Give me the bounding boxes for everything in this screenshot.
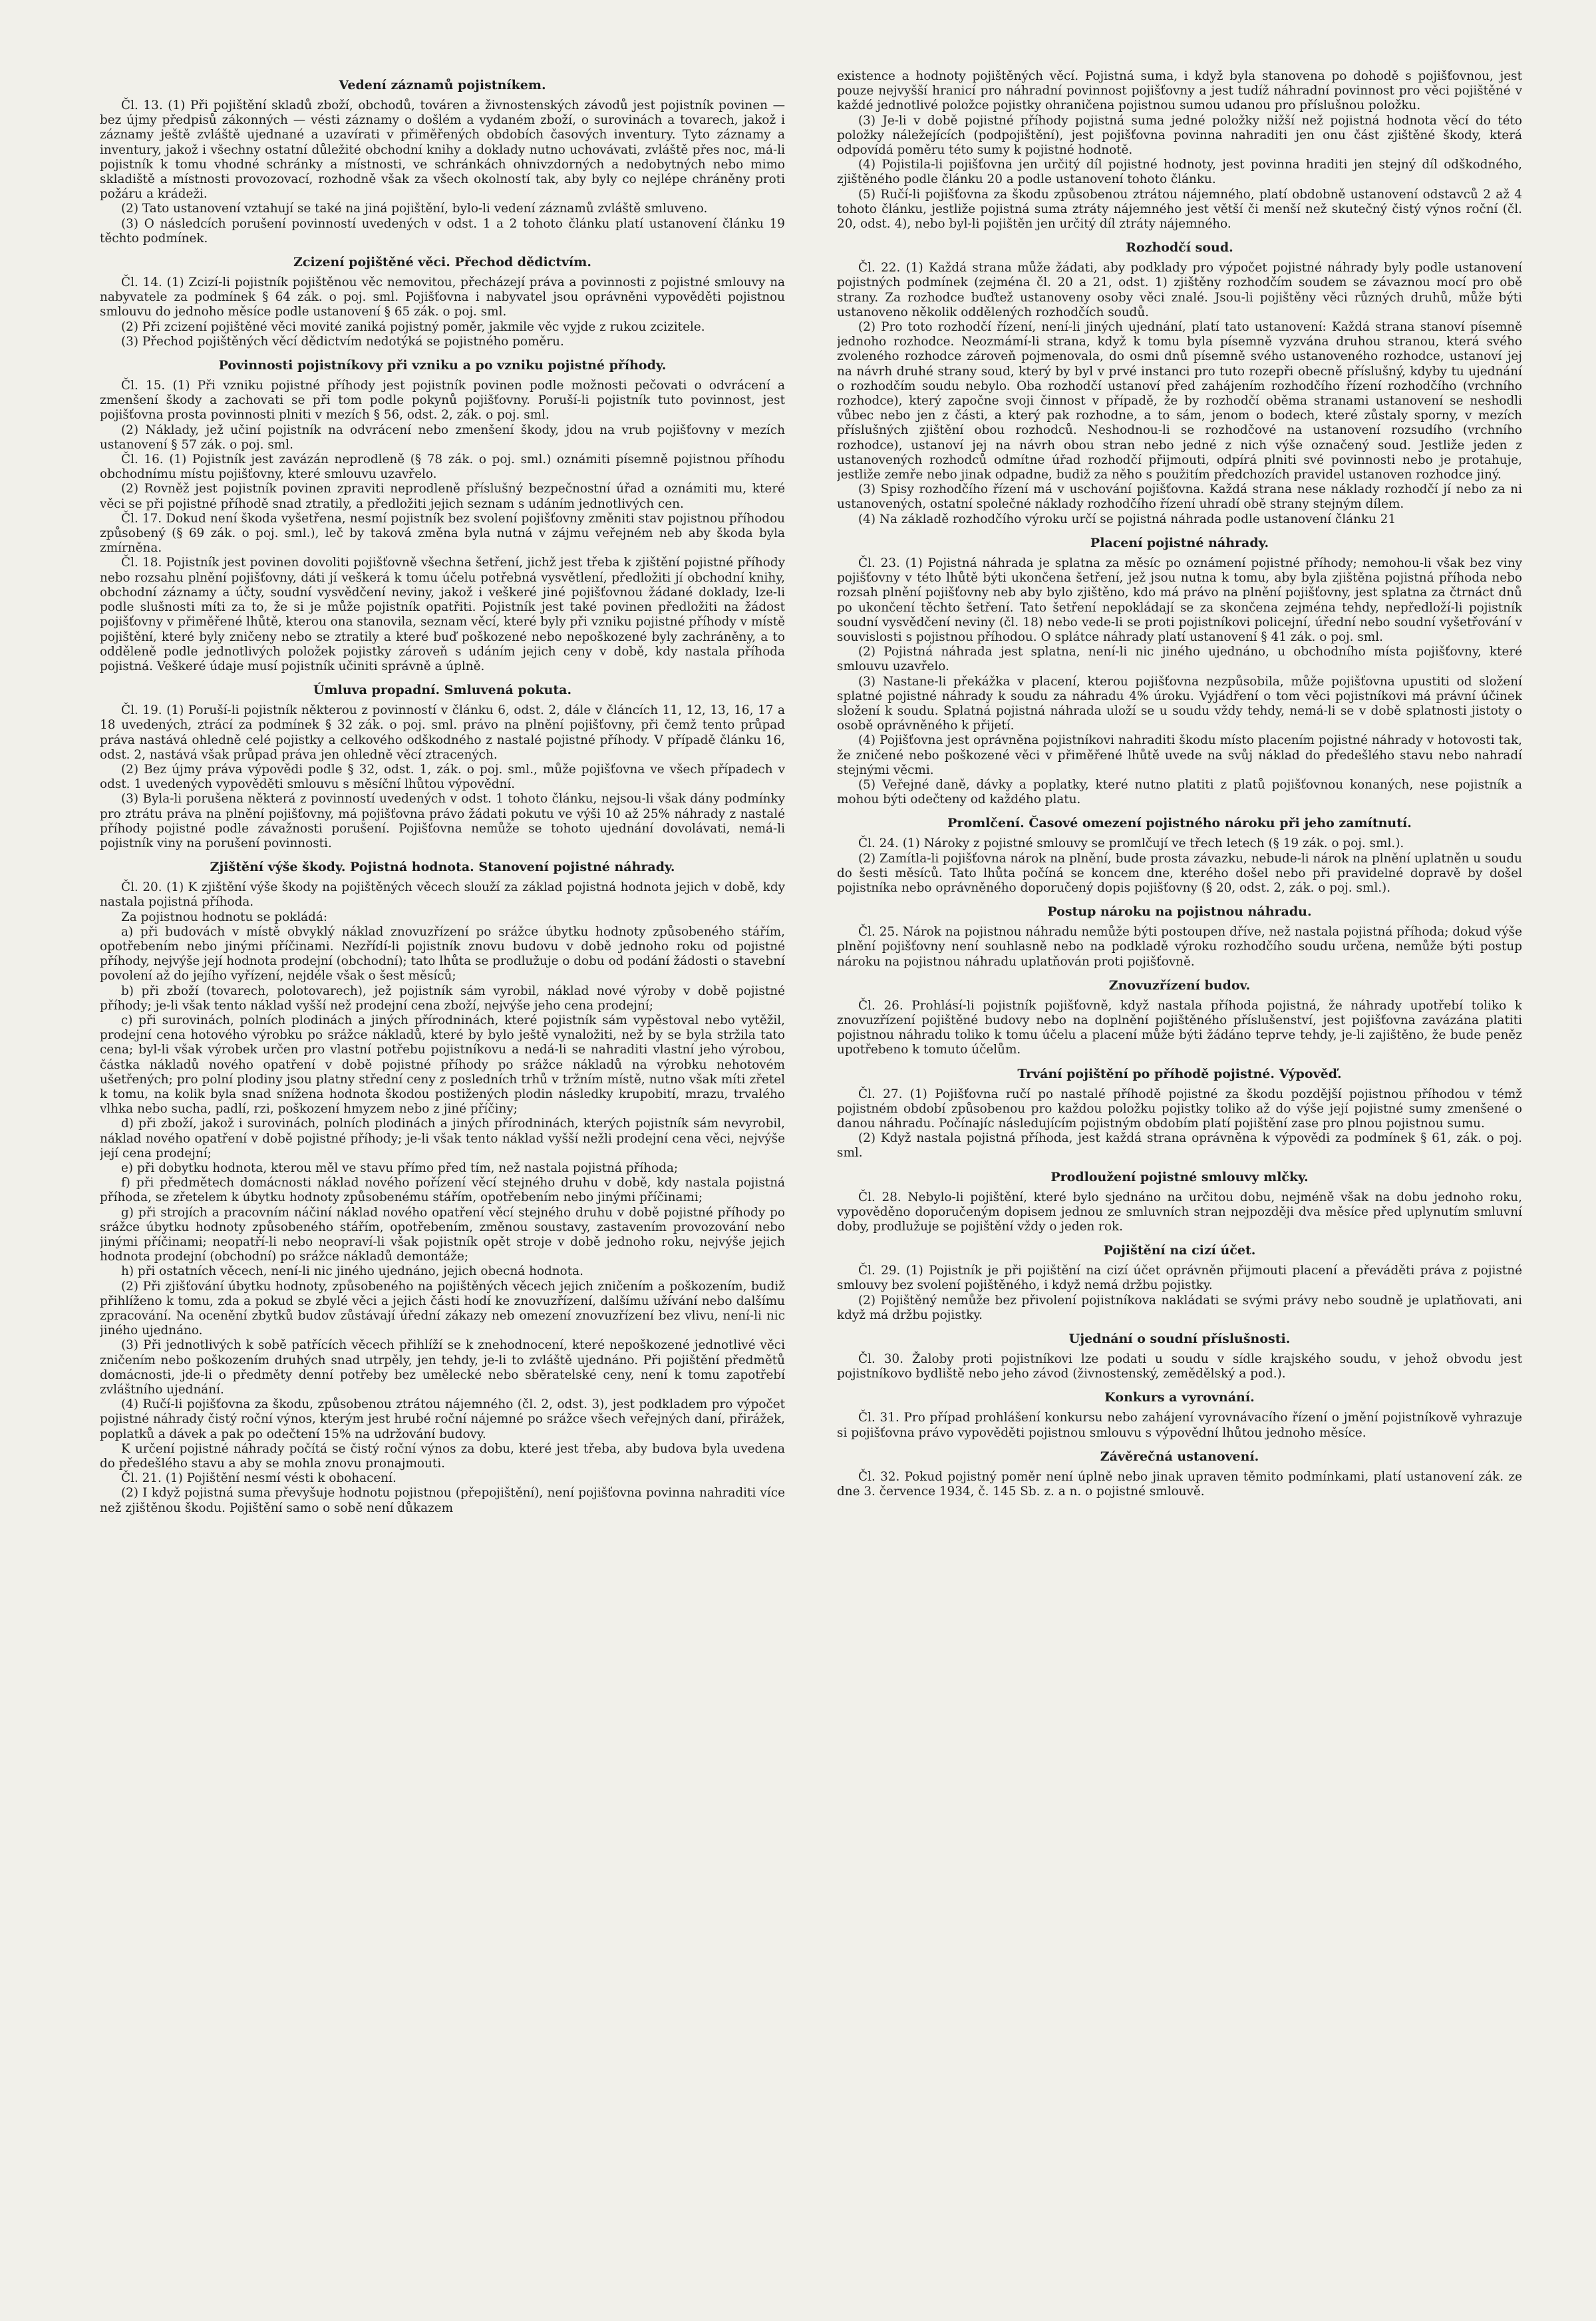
- paragraph: (2) Rovněž jest pojistník povinen zpraviti neprodleně příslušný bezpečnostní úřad a oznámiti mu, které věci se při pojistné příhodě snad ztratily, a předložiti jejich seznam s udáním jednotlivých cen.: [100, 482, 785, 511]
- paragraph: (3) Byla-li porušena některá z povinností uvedených v odst. 1 tohoto článku, nejsou-li však dány podmínky pro ztrátu práva na plnění pojišťovny, má pojišťovna právo žádati pokutu ve výši 10 až 25% náhrady z nastalé příhody pojistné podle závažnosti porušení. Pojišťovna nemůže se tohoto ujednání dovolávati, nemá-li pojistník viny na porušení povinnosti.: [100, 792, 785, 850]
- section-heading: Zcizení pojištěné věci. Přechod dědictvím.: [293, 255, 591, 270]
- paragraph: Čl. 26. Prohlásí-li pojistník pojišťovně, když nastala příhoda pojistná, že náhrady upotřebí toliko k znovuzřízení pojištěné budovy nebo na doplnění pojištěného příslušenství, jest pojišťovna zavázána platiti pojistnou náhradu toliko k tomu účelu a placení může býti žádáno teprve tehdy, je-li zajištěno, že bude peněz upotřebeno k tomuto účelům.: [837, 998, 1522, 1057]
- paragraph: existence a hodnoty pojištěných věcí. Pojistná suma, i když byla stanovena po dohodě s pojišťovnou, jest pouze nejvyšší hranicí pro náhradní povinnost pojišťovny a jest tudíž náhradní povinnost pro věci pojištěné v každé jednotlivé položce pojistky ohraničena pojistnou sumou udanou pro příslušnou položku.: [837, 69, 1522, 113]
- paragraph: (5) Veřejné daně, dávky a poplatky, které nutno platiti z platů pojišťovnou konaných, nese pojistník a mohou býti odečteny od každého platu.: [837, 777, 1522, 807]
- paragraph: (3) Nastane-li překážka v placení, kterou pojišťovna nezpůsobila, může pojišťovna upustiti od složení splatné pojistné náhrady k soudu za náhradu 4% úroku. Vyjádření o tom věci pojistníkovi má právní účinek složení k soudu. Splatná pojistná náhrada uloží se u soudu vždy tehdy, nemá-li se v době splatnosti jistoty o osobě oprávněného k přijetí.: [837, 674, 1522, 733]
- paragraph: Čl. 21. (1) Pojištění nesmí vésti k obohacení.: [121, 1471, 397, 1486]
- paragraph: (3) Přechod pojištěných věcí dědictvím nedotýká se pojistného poměru.: [121, 334, 564, 349]
- paragraph: Čl. 13. (1) Při pojištění skladů zboží, obchodů, továren a živnostenských závodů jest pojistník povinen — bez újmy předpisů zákonných — vésti záznamy o došlém a vydaném zboží, o surovinách a tovarech, jakož i záznamy ještě zvláště ujednané a uzavírati v přiměřených obdobích časových inventury. Tyto záznamy a inventury, jakož i všechny ostatní důležité obchodní knihy a doklady nutno uchovávati, zvláště přes noc, má-li pojistník k tomu vhodné schránky a místnosti, ve schránkách ohnivzdorných a nedobytných nebo mimo skladiště a místnosti provozovací, rozhodně však za všech okolností tak, aby byly co nejlépe chráněny proti požáru a krádeži.: [100, 98, 785, 202]
- left-column: [100, 69, 785, 2281]
- section-heading: Úmluva propadní. Smluvená pokuta.: [313, 683, 572, 698]
- section-heading: Prodloužení pojistné smlouvy mlčky.: [1050, 1169, 1309, 1184]
- paragraph: e) při dobytku hodnota, kterou měl ve stavu přímo před tím, než nastala pojistná příhoda;: [121, 1161, 679, 1175]
- section-heading: Závěrečná ustanovení.: [1100, 1449, 1259, 1464]
- paragraph: (4) Ručí-li pojišťovna za škodu, způsobenou ztrátou nájemného (čl. 2, odst. 3), jest podkladem pro výpočet pojistné náhrady čistý roční výnos, kterým jest hrubé roční nájemné po srážce všech veřejných daní, přirážek, poplatků a dávek a pak po odečtení 15% na udržování budovy.: [100, 1397, 785, 1441]
- paragraph: Čl. 16. (1) Pojistník jest zavázán neprodleně (§ 78 zák. o poj. sml.) oznámiti písemně pojistnou příhodu obchodnímu místu pojišťovny, které smlouvu uzavřelo.: [100, 452, 785, 482]
- section-heading: Promlčení. Časové omezení pojistného nároku při jeho zamítnutí.: [947, 816, 1412, 831]
- paragraph: Čl. 17. Dokud není škoda vyšetřena, nesmí pojistník bez svolení pojišťovny změniti stav pojistnou příhodou způsobený (§ 69 zák. o poj. sml.), leč by taková změna byla nutná v zájmu veřejném neb aby škoda byla zmírněna.: [100, 511, 785, 556]
- paragraph: (2) Tato ustanovení vztahují se také na jiná pojištění, bylo-li vedení záznamů zvláště smluveno.: [121, 202, 708, 216]
- paragraph: (2) Bez újmy práva výpovědi podle § 32, odst. 1, zák. o poj. sml., může pojišťovna ve všech případech v odst. 1 uvedených vypověděti smlouvu s měsíční lhůtou výpovědní.: [100, 762, 785, 792]
- paragraph: Čl. 22. (1) Každá strana může žádati, aby podklady pro výpočet pojistné náhrady byly podle ustanovení pojistných podmínek (zejména čl. 20 a 21, odst. 1) zjištěny rozhodčím soudem se závaznou mocí pro obě strany. Za rozhodce buďtež ustanoveny osoby věci znalé. Jsou-li pojištěny věci různých druhů, může býti ustanoveno několik oddělených rozhodčích soudů.: [837, 261, 1522, 319]
- paragraph: (4) Pojistila-li pojišťovna jen určitý díl pojistné hodnoty, jest povinna hraditi jen stejný díl odškodného, zjištěného podle článku 20 a podle ustanovení tohoto článku.: [837, 158, 1522, 187]
- right-column: [837, 69, 1522, 2281]
- paragraph: a) při budovách v místě obvyklý náklad znovuzřízení po srážce úbytku hodnoty způsobeného stářím, opotřebením nebo jinými příčinami. Nezřídí-li pojistník znovu budovu v době jednoho roku od pojistné příhody, nejvýše její hodnota prodejní (obchodní); tato lhůta se prodlužuje o dobu od podání žádosti o stavební povolení až do jejího vyřízení, nejdéle však o šest měsíců;: [100, 924, 785, 983]
- paragraph: (2) Když nastala pojistná příhoda, jest každá strana oprávněna k výpovědi za podmínek § 61, zák. o poj. sml.: [837, 1131, 1522, 1160]
- paragraph: (2) Při zjišťování úbytku hodnoty, způsobeného na pojištěných věcech jejich zničením a poškozením, budiž přihlíženo k tomu, zda a pokud se zbylé věci a jejich části hodí ke znovuzřízení, dalšímu užívání nebo dalšímu zpracování. Na ocenění zbytků budov zůstávají úřední zákazy neb omezení znovuzřízení bez vlivu, není-li nic jiného ujednáno.: [100, 1279, 785, 1338]
- section-heading: Povinnosti pojistníkovy při vzniku a po vzniku pojistné příhody.: [218, 358, 667, 373]
- paragraph: Čl. 27. (1) Pojišťovna ručí po nastalé příhodě pojistné za škodu pozdější pojistnou příhodou v témž pojistném období způsobenou pro každou položku pojistky toliko až do výše její pojistné sumy zmenšené o danou náhradu. Počínajíc následujícím pojistným obdobím platí pojištění zase pro plnou pojistnou sumu.: [837, 1087, 1522, 1131]
- paragraph: (2) I když pojistná suma převyšuje hodnotu pojistnou (přepojištění), není pojišťovna povinna nahraditi více než zjištěnou škodu. Pojištění samo o sobě není důkazem: [100, 1486, 785, 1515]
- paragraph: Čl. 19. (1) Poruší-li pojistník některou z povinností v článku 6, odst. 2, dále v článcích 11, 12, 13, 16, 17 a 18 uvedených, ztrácí za podmínek § 32 zák. o poj. sml. právo na plnění pojišťovny, při čemž tento průpad práva nastává ohledně celé pojistky a celkového odškodného z nastalé pojistné příhody. V případě článku 16, odst. 2, nastává však průpad práva jen ohledně věcí ztracených.: [100, 703, 785, 762]
- paragraph: Čl. 14. (1) Zcizí-li pojistník pojištěnou věc nemovitou, přecházejí práva a povinnosti z pojistné smlouvy na nabyvatele za podmínek § 64 zák. o poj. sml. Pojišťovna i nabyvatel jsou oprávněni vypověděti pojistnou smlouvu do jednoho měsíce podle ustanovení § 65 zák. o poj. sml.: [100, 275, 785, 319]
- paragraph: Čl. 23. (1) Pojistná náhrada je splatna za měsíc po oznámení pojistné příhody; nemohou-li však bez viny pojišťovny v této lhůtě býti ukončena šetření, jež jsou nutna k tomu, aby byla zjištěna pojistná příhoda nebo rozsah plnění pojišťovny neb aby bylo zjištěno, kdo má právo na plnění pojišťovny, jest splatna za čtrnáct dnů po ukončení těchto šetření. Tato šetření nepokládají se za skončena zejména tehdy, nepředloží-li pojistník soudní vysvědčení neviny (čl. 18) nebo vede-li se proti pojistníkovi policejní, úřední nebo soudní vyšetřování v souvislosti s pojistnou příhodou. O splátce náhrady platí ustanovení § 41 zák. o poj. sml.: [837, 556, 1522, 644]
- paragraph: h) při ostatních věcech, není-li nic jiného ujednáno, jejich obecná hodnota.: [121, 1264, 583, 1279]
- section-heading: Vedení záznamů pojistníkem.: [339, 78, 546, 92]
- section-heading: Znovuzřízení budov.: [1108, 978, 1251, 993]
- paragraph: Čl. 32. Pokud pojistný poměr není úplně nebo jinak upraven těmito podmínkami, platí ustanovení zák. ze dne 3. července 1934, č. 145 Sb. z. a n. o pojistné smlouvě.: [837, 1469, 1522, 1499]
- paragraph: Čl. 25. Nárok na pojistnou náhradu nemůže býti postoupen dříve, než nastala pojistná příhoda; dokud výše plnění pojišťovny není souhlasně nebo na podkladě výroku rozhodčího soudu určena, nemůže býti postup nároku na pojistnou náhradu uplatňován proti pojišťovně.: [837, 925, 1522, 969]
- section-heading: Postup nároku na pojistnou náhradu.: [1047, 904, 1312, 920]
- paragraph: (3) O následcích porušení povinností uvedených v odst. 1 a 2 tohoto článku platí ustanovení článku 19 těchto podmínek.: [100, 216, 785, 246]
- paragraph: Čl. 29. (1) Pojistník je při pojištění na cizí účet oprávněn přijmouti placení a převáděti práva z pojistné smlouvy bez svolení pojištěného, i když nemá držbu pojistky.: [837, 1264, 1522, 1293]
- paragraph: Čl. 20. (1) K zjištění výše škody na pojištěných věcech slouží za základ pojistná hodnota jejich v době, kdy nastala pojistná příhoda.: [100, 880, 785, 910]
- paragraph: (4) Pojišťovna jest oprávněna pojistníkovi nahraditi škodu místo placením pojistné náhrady v hotovosti tak, že zničené nebo poškozené věci v přiměřené lhůtě uvede na svůj náklad do předešlého stavu nebo nahradí stejnými věcmi.: [837, 733, 1522, 777]
- section-heading: Ujednání o soudní příslušnosti.: [1068, 1332, 1291, 1347]
- paragraph: Za pojistnou hodnotu se pokládá:: [121, 910, 328, 924]
- paragraph: (3) Spisy rozhodčího řízení má v uschování pojišťovna. Každá strana nese náklady rozhodčí jí nebo za ni ustanovených, ostatní společné náklady rozhodčího řízení uhradí obě strany stejným dílem.: [837, 482, 1522, 512]
- section-heading: Konkurs a vyrovnání.: [1104, 1390, 1255, 1405]
- paragraph: (2) Při zcizení pojištěné věci movité zaniká pojistný poměr, jakmile věc vyjde z rukou zcizitele.: [121, 319, 705, 334]
- paragraph: Čl. 31. Pro případ prohlášení konkursu nebo zahájení vyrovnávacího řízení o jmění pojistníkově vyhrazuje si pojišťovna právo vypověděti pojistnou smlouvu s výpovědní lhůtou jednoho měsíce.: [837, 1411, 1522, 1440]
- paragraph: (2) Pojištěný nemůže bez přivolení pojistníkova nakládati se svými právy nebo soudně je uplatňovati, ani když má držbu pojistky.: [837, 1293, 1522, 1322]
- paragraph: c) při surovinách, polních plodinách a jiných přírodninách, které pojistník sám vypěstoval nebo vytěžil, prodejní cena hotového výrobku po srážce nákladů, které by bylo ještě vynaložiti, než by se byla stržila tato cena; byl-li však výrobek určen pro vlastní potřebu pojistníkovu a nedá-li se nahraditi vlastní jeho výrobou, částka nákladů nového opatření v době pojistné příhody po srážce nákladů na výrobku nehotovém ušetřených; pro polní plodiny jsou platny střední ceny z posledních trhů v tržním místě, nutno však míti zřetel k tomu, na kolik byla snad snížena hodnota škodou postižených plodin následky krupobití, mrazu, trvalého vlhka nebo sucha, padlí, rzi, poškození hmyzem nebo z jiné příčiny;: [100, 1013, 785, 1117]
- paragraph: Čl. 24. (1) Nároky z pojistné smlouvy se promlčují ve třech letech (§ 19 zák. o poj. sml.).: [858, 836, 1404, 851]
- paragraph: (5) Ručí-li pojišťovna za škodu způsobenou ztrátou nájemného, platí obdobně ustanovení odstavců 2 až 4 tohoto článku, jestliže pojistná suma ztráty nájemného jest větší či menší než skutečný čistý výnos roční (čl. 20, odst. 4), nebo byl-li pojištěn jen určitý díl ztráty nájemného.: [837, 187, 1522, 232]
- paragraph: Čl. 30. Žaloby proti pojistníkovi lze podati u soudu v sídle krajského soudu, v jehož obvodu jest pojistníkovo bydliště nebo jeho závod (živnostenský, zemědělský a pod.).: [837, 1352, 1522, 1381]
- paragraph: (3) Je-li v době pojistné příhody pojistná suma jedné položky nižší než pojistná hodnota věcí do této položky náležejících (podpojištění), jest pojišťovna povinna nahraditi jen onu část zjištěné škody, která odpovídá poměru této sumy k pojistné hodnotě.: [837, 113, 1522, 158]
- paragraph: (2) Zamítla-li pojišťovna nárok na plnění, bude prosta závazku, nebude-li nárok na plnění uplatněn u soudu do šesti měsíců. Tato lhůta počíná se koncem dne, kterého došel nebo při pravidelné dopravě by došel pojistníka nebo oprávněného doporučený dopis pojišťovny (§ 20, odst. 2, zák. o poj. sml.).: [837, 851, 1522, 895]
- paragraph: Čl. 28. Nebylo-li pojištění, které bylo sjednáno na určitou dobu, nejméně však na dobu jednoho roku, vypověděno doporučeným dopisem jednou ze smluvních stran nejpozději dva měsíce před uplynutím smluvní doby, prodlužuje se pojištění vždy o jeden rok.: [837, 1190, 1522, 1234]
- paragraph: b) při zboží (tovarech, polotovarech), jež pojistník sám vyrobil, náklad nové výroby v době pojistné příhody; je-li však tento náklad vyšší než prodejní cena zboží, nejvýše jeho cena prodejní;: [100, 983, 785, 1013]
- paragraph: (3) Při jednotlivých k sobě patřících věcech přihlíží se k znehodnocení, které nepoškozené jednotlivé věci zničením nebo poškozením druhých snad utrpěly, jen tehdy, je-li to zvláště ujednáno. Při pojištění předmětů domácnosti, jde-li o předměty denní potřeby bez umělecké nebo sběratelské ceny, není k tomu zapotřebí zvláštního ujednání.: [100, 1338, 785, 1397]
- paragraph: d) při zboží, jakož i surovinách, polních plodinách a jiných přírodninách, kterých pojistník sám nevyrobil, náklad nového opatření v době pojistné příhody; je-li však tento náklad vyšší nežli prodejní cena věci, nejvýše její cena prodejní;: [100, 1117, 785, 1160]
- paragraph: Čl. 18. Pojistník jest povinen dovoliti pojišťovně všechna šetření, jichž jest třeba k zjištění pojistné příhody nebo rozsahu plnění pojišťovny, dáti jí veškerá k tomu účelu potřebná vysvětlení, předložiti jí obchodní knihy, obchodní záznamy a účty, soudní vysvědčení neviny, jakož i veškeré jiné pojišťovnou žádané doklady, lze-li podle slušnosti míti za to, že si je může pojistník opatřiti. Pojistník jest také povinen předložiti na žádost pojišťovny v přiměřené lhůtě, kterou ona stanovila, seznam věcí, které byly při vzniku pojistné příhody v místě pojištění, které byly zničeny nebo se ztratily a které buď poškozené nebo nepoškozené byly zachráněny, a to odděleně podle jednotlivých položek pojistky zároveň s udáním jejich ceny v době, kdy nastala příhoda pojistná. Veškeré údaje musí pojistník učiniti správně a úplně.: [100, 556, 785, 673]
- paragraph: (2) Pojistná náhrada jest splatna, není-li nic jiného ujednáno, u obchodního místa pojišťovny, které smlouvu uzavřelo.: [837, 645, 1522, 674]
- section-heading: Placení pojistné náhrady.: [1090, 535, 1269, 550]
- section-heading: Zjištění výše škody. Pojistná hodnota. Stanovení pojistné náhrady.: [210, 860, 675, 875]
- paragraph: g) při strojích a pracovním náčiní náklad nového opatření věcí stejného druhu v době pojistné příhody po srážce úbytku hodnoty způsobeného stářím, opotřebením, změnou soustavy, zastavením provozování nebo jinými příčinami; neopatří-li nebo neopraví-li však pojistník opět stroje v době jednoho roku, nejvýše jejich hodnota prodejní (obchodní) po srážce nákladů demontáže;: [100, 1205, 785, 1264]
- paragraph: K určení pojistné náhrady počítá se čistý roční výnos za dobu, které jest třeba, aby budova byla uvedena do předešlého stavu a aby se mohla znovu pronajmouti.: [100, 1441, 785, 1471]
- section-heading: Rozhodčí soud.: [1126, 240, 1233, 256]
- paragraph: (2) Pro toto rozhodčí řízení, není-li jiných ujednání, platí tato ustanovení: Každá strana stanoví písemně jednoho rozhodce. Neozmámí-li strana, když k tomu byla písemně vyzvána druhou stranou, která svého zvoleného rozhodce zároveň pojmenovala, do osmi dnů písemně svého ustanoveného rozhodce, ustanoví jej na návrh druhé strany soud, který by byl v prvé instanci pro tuto rozepři obecně příslušný, kdyby tu ujednání o rozhodčím soudu nebylo. Oba rozhodčí ustanoví před zahájením rozhodčího řízení rozhodčího (vrchního rozhodce), který započne svoji činnost v případě, že by rozhodčí oběma stranami ustanovení se neshodli vůbec nebo jen z části, a který pak rozhodne, a to sám, jenom o bodech, které zůstaly sporny, v mezích příslušných zjištění obou rozhodců. Neshodnou-li se rozhodčové na ustanovení rozsudího (vrchního rozhodce), ustanoví jej na návrh obou stran nebo jedné z nich výše označený soud. Jestliže jeden z ustanovených rozhodců odmítne úřad rozhodčí přijmouti, odpírá plniti své povinnosti nebo je protahuje, jestliže zemře nebo jinak odpadne, budiž za něho s použitím předchozích pravidel ustanoven rozhodce jiný.: [837, 320, 1522, 482]
- paragraph: f) při předmětech domácnosti náklad nového pořízení věcí stejného druhu v době, kdy nastala pojistná příhoda, se zřetelem k úbytku hodnoty způsobenému stářím, opotřebením nebo jinými příčinami;: [100, 1176, 785, 1205]
- paragraph: (2) Náklady, jež učiní pojistník na odvrácení nebo zmenšení škody, jdou na vrub pojišťovny v mezích ustanovení § 57 zák. o poj. sml.: [100, 423, 785, 452]
- section-heading: Pojištění na cizí účet.: [1103, 1243, 1256, 1258]
- paragraph: Čl. 15. (1) Při vzniku pojistné příhody jest pojistník povinen podle možnosti pečovati o odvrácení a zmenšení škody a zachovati se při tom podle pokynů pojišťovny. Poruší-li pojistník tuto povinnost, jest pojišťovna prosta povinnosti plniti v mezích § 56, odst. 2, zák. o poj. sml.: [100, 379, 785, 423]
- section-heading: Trvání pojištění po příhodě pojistné. Výpověď.: [1017, 1066, 1342, 1081]
- paragraph: (4) Na základě rozhodčího výroku určí se pojistná náhrada podle ustanovení článku 21: [858, 512, 1396, 526]
